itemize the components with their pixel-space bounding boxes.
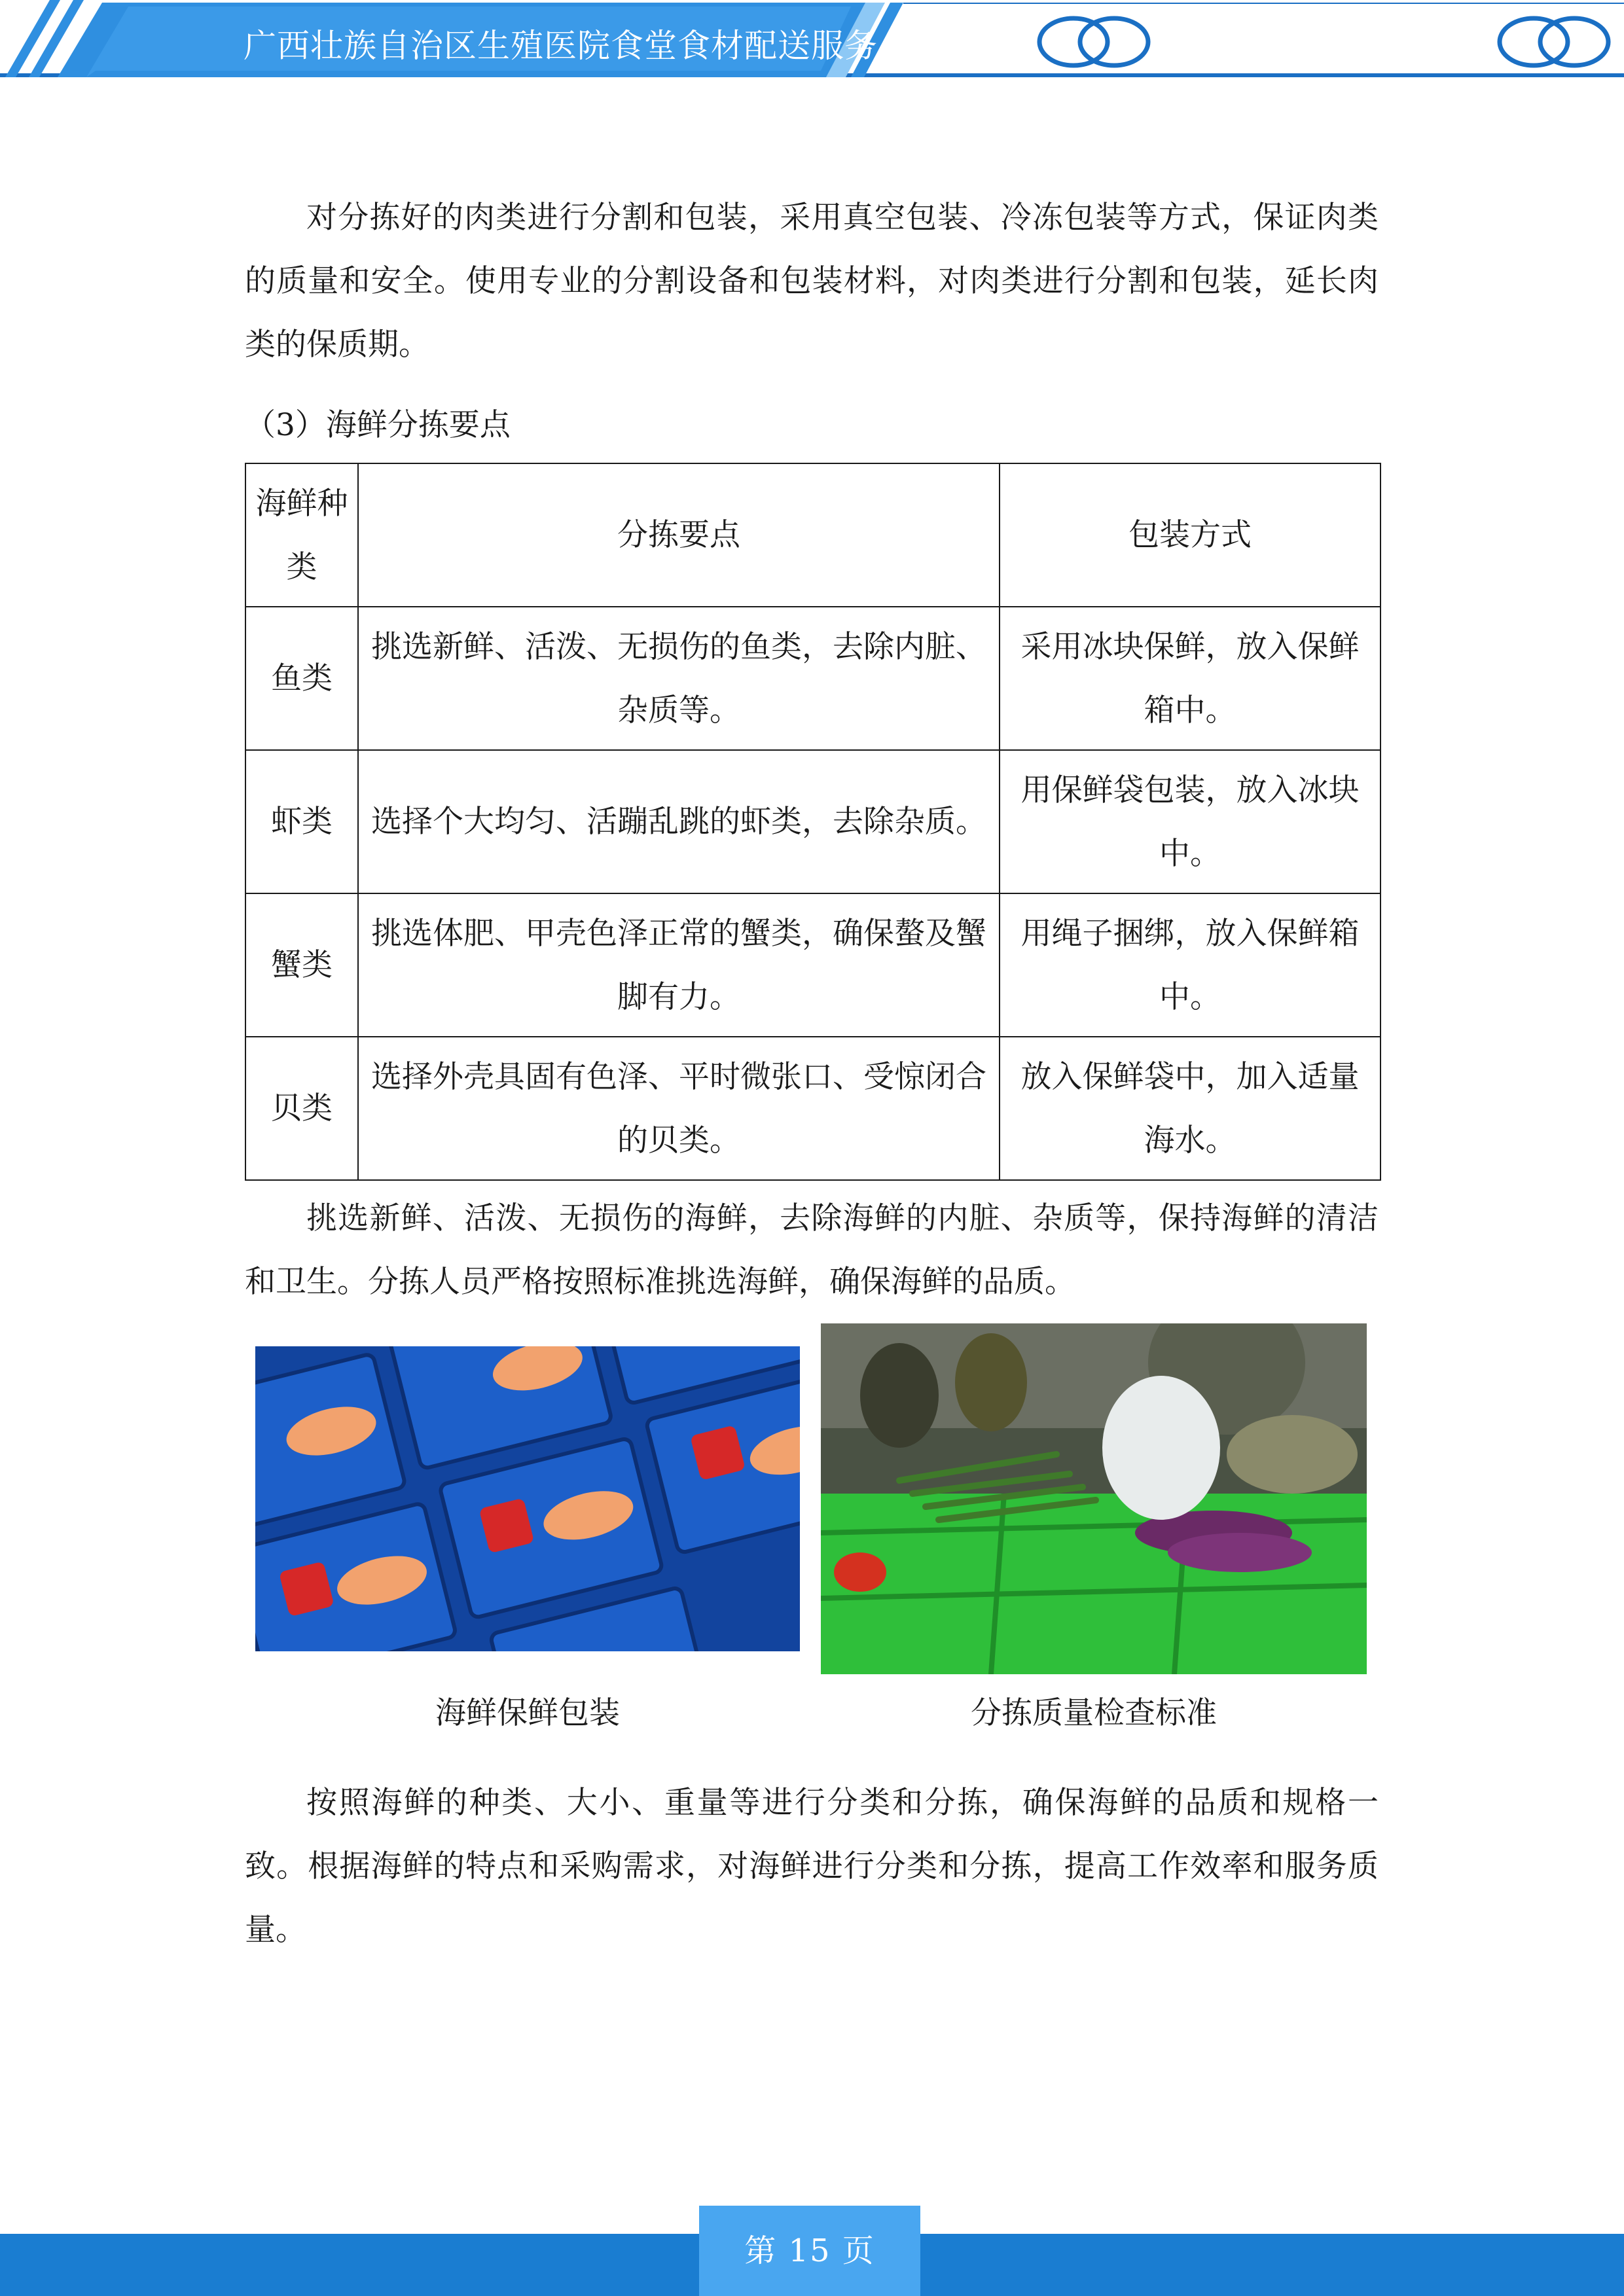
table-row [245, 607, 1380, 750]
paragraph-seafood-classification: 按照海鲜的种类、大小、重量等进行分类和分拣，确保海鲜的品质和规格一致。根据海鲜的特点和采购需求，对海鲜进行分类和分拣，提高工作效率和服务质量。 [245, 1785, 1379, 1948]
cell-seafood-type: 鱼类 [245, 607, 358, 750]
cell-sorting-points: 选择外壳具固有色泽、平时微张口、受惊闭合的贝类。 [358, 1037, 1000, 1180]
column-header-type: 海鲜种类 [245, 463, 358, 607]
cell-packing-method: 采用冰块保鲜，放入保鲜箱中。 [1000, 607, 1380, 750]
cell-packing-method: 用绳子捆绑，放入保鲜箱中。 [1000, 893, 1380, 1037]
cell-sorting-points: 选择个大均匀、活蹦乱跳的虾类，去除杂质。 [358, 750, 1000, 893]
section-heading-seafood: （3）海鲜分拣要点 [245, 407, 511, 443]
photo-caption: 海鲜保鲜包装 [435, 1695, 620, 1731]
seafood-sorting-table [245, 463, 1381, 1181]
cell-sorting-points: 挑选新鲜、活泼、无损伤的鱼类，去除内脏、杂质等。 [358, 607, 1000, 750]
column-header-packing: 包装方式 [1000, 463, 1380, 607]
document-title: 广西壮族自治区生殖医院食堂食材配送服务 [244, 27, 878, 65]
page-header [0, 0, 1624, 85]
cell-sorting-points: 挑选体肥、甲壳色泽正常的蟹类，确保螯及蟹脚有力。 [358, 893, 1000, 1037]
photo-caption: 分拣质量检查标准 [971, 1695, 1217, 1731]
cell-seafood-type: 虾类 [245, 750, 358, 893]
seafood-packaging-photo [255, 1346, 800, 1651]
cell-seafood-type: 贝类 [245, 1037, 358, 1180]
double-ring-logo-icon [1034, 12, 1153, 72]
table-row [245, 750, 1380, 893]
cell-packing-method: 用保鲜袋包装，放入冰块中。 [1000, 750, 1380, 893]
sorting-inspection-photo [821, 1323, 1367, 1674]
page-number: 第 15 页 [699, 2206, 920, 2296]
column-header-points: 分拣要点 [358, 463, 1000, 607]
paragraph-meat-packaging: 对分拣好的肉类进行分割和包装，采用真空包装、冷冻包装等方式，保证肉类的质量和安全。使用专业的分割设备和包装材料，对肉类进行分割和包装，延长肉类的保质期。 [245, 200, 1379, 363]
cell-packing-method: 放入保鲜袋中，加入适量海水。 [1000, 1037, 1380, 1180]
table-header-row [245, 463, 1380, 607]
table-row [245, 893, 1380, 1037]
cell-seafood-type: 蟹类 [245, 893, 358, 1037]
double-ring-logo-icon [1494, 12, 1614, 72]
paragraph-seafood-selection: 挑选新鲜、活泼、无损伤的海鲜，去除海鲜的内脏、杂质等，保持海鲜的清洁和卫生。分拣人员严格按照标准挑选海鲜，确保海鲜的品质。 [245, 1200, 1379, 1300]
table-row [245, 1037, 1380, 1180]
